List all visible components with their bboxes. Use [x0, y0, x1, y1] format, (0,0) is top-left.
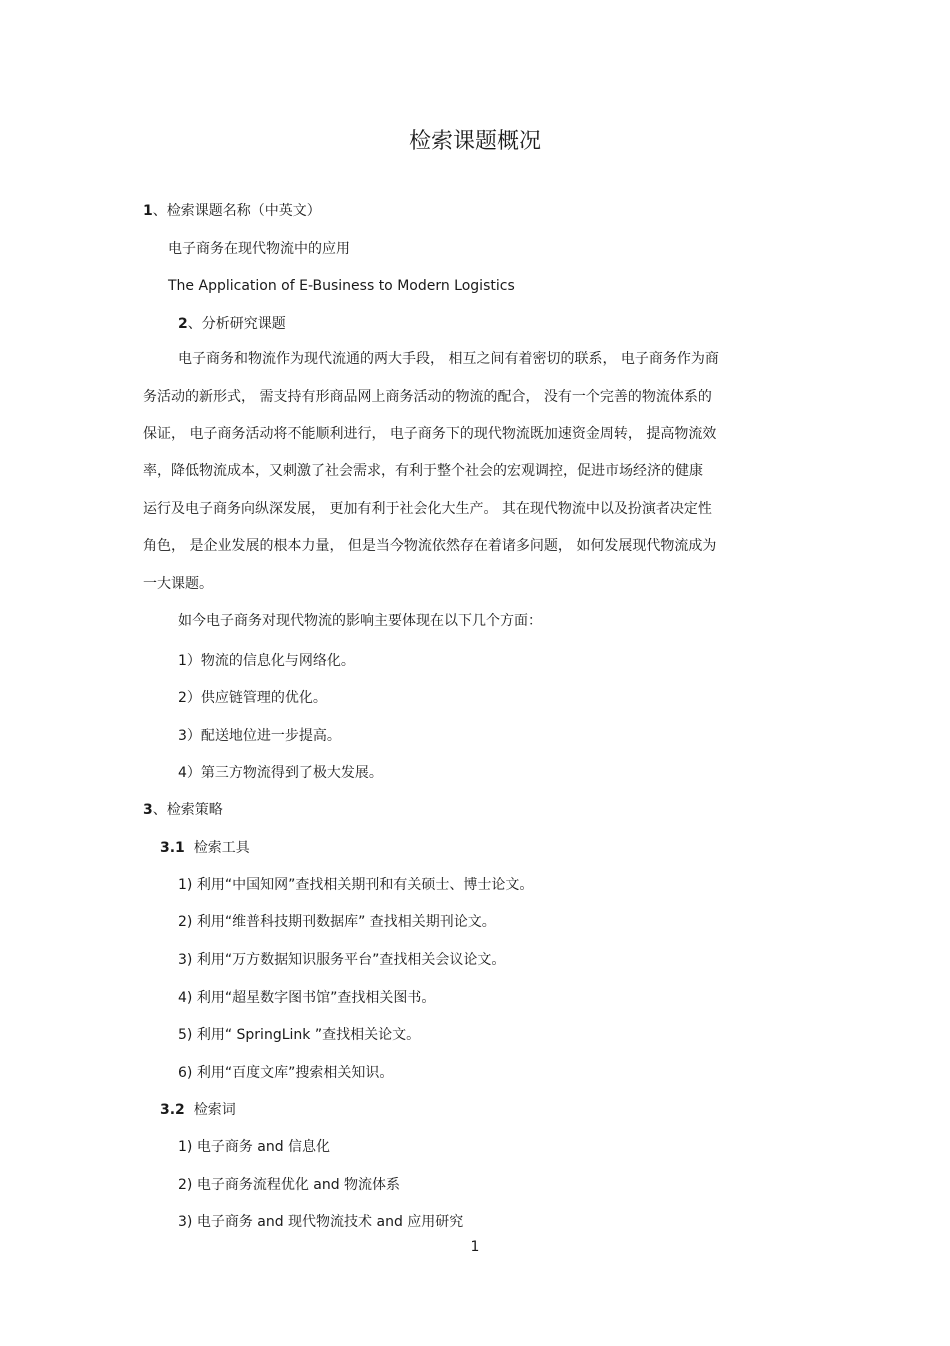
- list-item: 2）供应链管理的优化。: [178, 690, 327, 706]
- paragraph-line: 一大课题。: [143, 576, 213, 592]
- list-item: 3) 利用“万方数据知识服务平台”查找相关会议论文。: [178, 952, 506, 968]
- page-title: 检索课题概况: [408, 129, 541, 154]
- subsection-3-2-label: 检索词: [193, 1102, 236, 1118]
- list-item: 3）配送地位进一步提高。: [178, 728, 341, 744]
- section-3-heading: [143, 801, 223, 819]
- paragraph-line: 运行及电子商务向纵深发展， 更加有利于社会化大生产。 其在现代物流中以及扮演者决定性: [143, 501, 712, 517]
- section-2-label: 、分析研究课题: [187, 316, 286, 332]
- list-item: 2) 利用“维普科技期刊数据库” 查找相关期刊论文。: [178, 914, 496, 930]
- topic-en-title: The Application of E-Business to Modern Logistics: [168, 278, 515, 294]
- keyword-item: 2) 电子商务流程优化 and 物流体系: [178, 1177, 401, 1193]
- list-item: 5) 利用“ SpringLink ”查找相关论文。: [178, 1027, 421, 1043]
- keyword-item: 3) 电子商务 and 现代物流技术 and 应用研究: [178, 1214, 464, 1230]
- list-item: 4) 利用“超星数字图书馆”查找相关图书。: [178, 990, 436, 1006]
- paragraph-line: 率，降低物流成本，又刺激了社会需求，有利于整个社会的宏观调控，促进市场经济的健康: [143, 463, 703, 479]
- section-1-number: 1: [143, 203, 153, 219]
- paragraph-line: 务活动的新形式， 需支持有形商品网上商务活动的物流的配合， 没有一个完善的物流体系的: [143, 389, 712, 405]
- topic-cn-title: 电子商务在现代物流中的应用: [168, 241, 350, 257]
- list-item: 1) 利用“中国知网”查找相关期刊和有关硕士、博士论文。: [178, 877, 534, 893]
- list-item: 1）物流的信息化与网络化。: [178, 653, 355, 669]
- list-item: 4）第三方物流得到了极大发展。: [178, 765, 383, 781]
- keyword-item: 1) 电子商务 and 信息化: [178, 1139, 331, 1155]
- section-3-number: 3: [143, 802, 153, 818]
- paragraph-line: 电子商务和物流作为现代流通的两大手段， 相互之间有着密切的联系， 电子商务作为商: [178, 351, 719, 367]
- paragraph-line: 保证， 电子商务活动将不能顺利进行， 电子商务下的现代物流既加速资金周转， 提高物流效: [143, 426, 717, 442]
- section-1-label: 、检索课题名称（中英文）: [152, 203, 321, 219]
- paragraph-line: 角色， 是企业发展的根本力量， 但是当今物流依然存在着诸多问题， 如何发展现代物流成为: [143, 538, 717, 554]
- subsection-3-1-heading: [160, 839, 250, 857]
- section-2-heading: [178, 315, 286, 333]
- subsection-3-2-heading: [160, 1101, 236, 1119]
- subsection-3-2-number: 3.2: [160, 1102, 185, 1118]
- section-2-number: 2: [178, 316, 188, 332]
- section-1-heading: [143, 202, 321, 220]
- section-3-label: 、检索策略: [152, 802, 223, 818]
- subsection-3-1-label: 检索工具: [193, 840, 250, 856]
- impact-intro: 如今电子商务对现代物流的影响主要体现在以下几个方面：: [178, 613, 542, 629]
- list-item: 6) 利用“百度文库”搜索相关知识。: [178, 1065, 394, 1081]
- subsection-3-1-number: 3.1: [160, 840, 185, 856]
- page-number: 1: [470, 1239, 480, 1255]
